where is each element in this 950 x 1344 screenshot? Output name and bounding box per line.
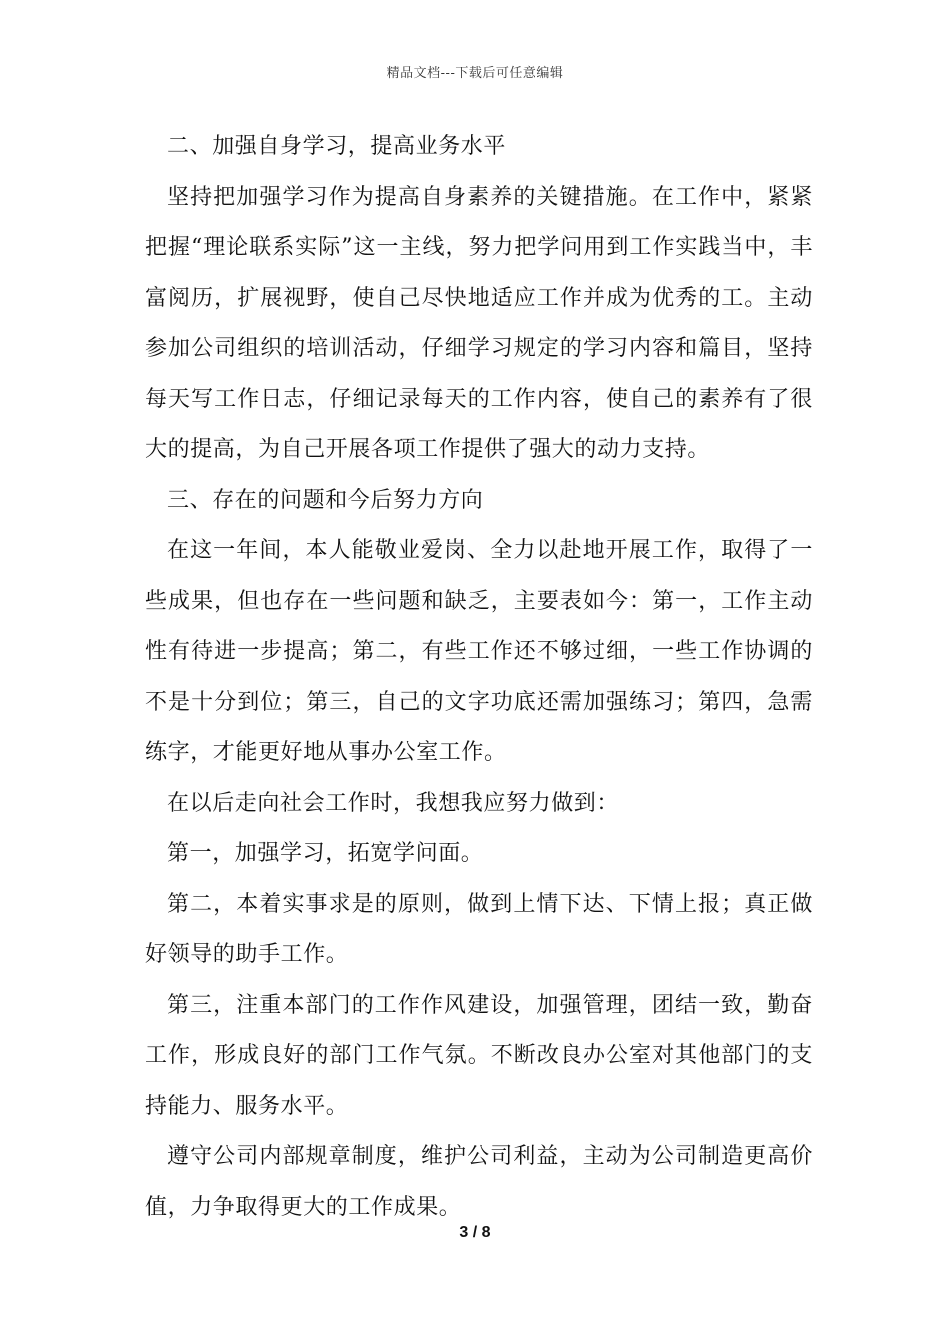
paragraph-closing: 遵守公司内部规章制度，维护公司利益，主动为公司制造更高价值，力争取得更大的工作成果。 [145,1144,813,1220]
paragraph-first-point: 第一，加强学习，拓宽学问面。 [167,841,484,866]
paragraph-problems: 在这一年间，本人能敬业爱岗、全力以赴地开展工作，取得了一些成果，但也存在一些问题和缺乏，主要表如今：第一，工作主动性有待进一步提高；第二，有些工作还不够过细，一些工作协调的不是十分到位；第三，自己的文字功底还需加强练习；第四，急需练字，才能更好地从事办公室工作。 [145,538,813,765]
paragraph-study-measures: 坚持把加强学习作为提高自身素养的关键措施。在工作中，紧紧把握“理论联系实际”这一主线，努力把学问用到工作实践当中，丰富阅历，扩展视野，使自己尽快地适应工作并成为优秀的工。主动参加公司组织的培训活动，仔细学习规定的学习内容和篇目，坚持每天写工作日志，仔细记录每天的工作内容，使自己的素养有了很大的提高，为自己开展各项工作提供了强大的动力支持。 [145,184,813,462]
paragraph-third-point: 第三，注重本部门的工作作风建设，加强管理，团结一致，勤奋工作，形成良好的部门工作气氛。不断改良办公室对其他部门的支持能力、服务水平。 [145,992,813,1119]
page-number: 3 / 8 [459,1224,491,1241]
paragraph-future-intro: 在以后走向社会工作时，我想我应努力做到： [167,790,620,816]
paragraph-second-point: 第二，本着实事求是的原则，做到上情下达、下情上报；真正做好领导的助手工作。 [145,891,813,967]
section-heading-self-study: 二、加强自身学习，提高业务水平 [167,134,507,159]
document-body [145,122,813,1233]
section-heading-problems: 三、存在的问题和今后努力方向 [167,487,484,513]
page-header: 精品文档---下载后可任意编辑 [386,66,564,81]
